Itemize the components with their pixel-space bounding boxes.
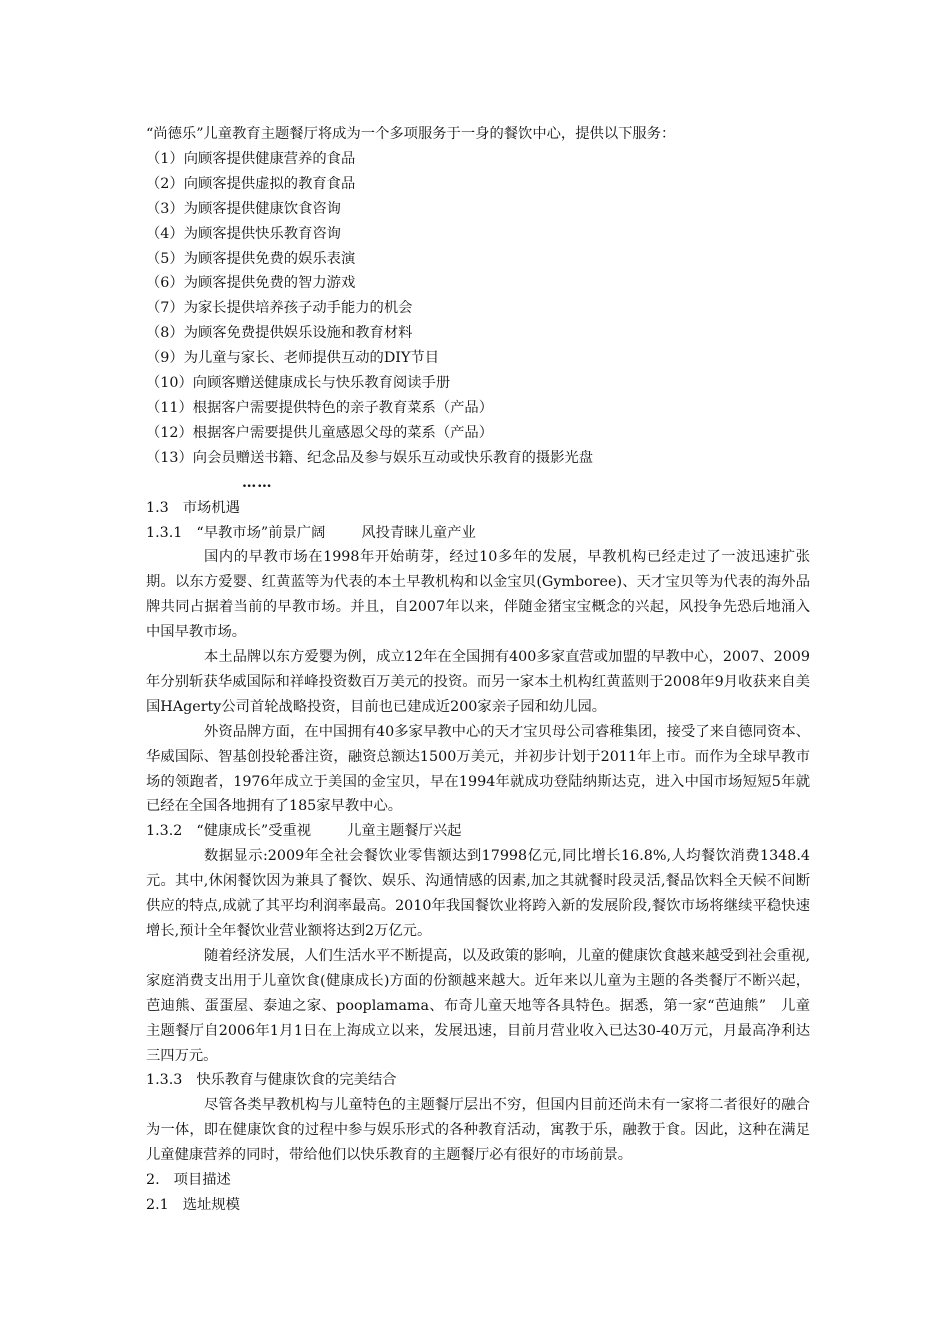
section-title: 项目描述 [173, 1172, 231, 1189]
section-title: 快乐教育与健康饮食的完美结合 [196, 1072, 397, 1089]
list-item: （4）为顾客提供快乐教育咨询 [146, 225, 341, 242]
section-number: 2.1 [146, 1196, 169, 1213]
list-item: （11）根据客户需要提供特色的亲子教育菜系（产品） [146, 399, 494, 416]
paragraph: 随着经济发展，人们生活水平不断提高，以及政策的影响，儿童的健康饮食越来越受到社会重视,家庭消费支出用于儿童饮食(健康成长)方面的份额越来越大。近年来以儿童为主题的各类餐厅不断兴起，芭迪熊、蛋蛋屋、泰迪之家、pooplamama、布奇儿童天地等各具特色。据悉，第一家“芭迪熊” 儿童主题餐厅自2006年1月1日在上海成立以来，发展迅速，目前月营业收入已达30-40万元，月最高净利达三四万元。 [146, 947, 810, 1064]
section-heading-1-3-3 [146, 1068, 810, 1093]
paragraph: 外资品牌方面，在中国拥有40多家早教中心的天才宝贝母公司睿稚集团，接受了来自德同资本、华威国际、智基创投轮番注资，融资总额达1500万美元，并初步计划于2011年上市。而作为全球早教市场的领跑者，1976年成立于美国的金宝贝，早在1994年就成功登陆纳斯达克，进入中国市场短短5年就已经在全国各地拥有了185家早教中心。 [146, 723, 810, 815]
section-number: 1.3.3 [146, 1072, 183, 1089]
list-item: （2）向顾客提供虚拟的教育食品 [146, 175, 356, 192]
section-title-b: 儿童主题餐厅兴起 [347, 823, 462, 840]
section-number: 1.3 [146, 499, 169, 516]
list-item: （7）为家长提供培养孩子动手能力的机会 [146, 300, 413, 317]
list-item: （8）为顾客免费提供娱乐设施和教育材料 [146, 325, 413, 342]
list-item: （12）根据客户需要提供儿童感恩父母的菜系（产品） [146, 424, 494, 441]
section-heading-1-3-1 [146, 521, 810, 546]
ellipsis: …… [242, 474, 273, 491]
section-heading-2 [146, 1168, 810, 1193]
section-title-a: “早教市场”前景广阔 [196, 524, 326, 541]
document-page [146, 122, 810, 1218]
list-item: （6）为顾客提供免费的智力游戏 [146, 275, 356, 292]
service-list [146, 147, 810, 471]
intro-line: “尚德乐”儿童教育主题餐厅将成为一个多项服务于一身的餐饮中心，提供以下服务： [146, 126, 676, 142]
list-item: （9）为儿童与家长、老师提供互动的DIY节目 [146, 350, 439, 367]
list-item: （5）为顾客提供免费的娱乐表演 [146, 250, 356, 267]
section-heading-2-1 [146, 1193, 810, 1218]
paragraph: 尽管各类早教机构与儿童特色的主题餐厅层出不穷，但国内目前还尚未有一家将二者很好的融合为一体，即在健康饮食的过程中参与娱乐形式的各种教育活动，寓教于乐，融教于食。因此，这种在满足儿童健康营养的同时，带给他们以快乐教育的主题餐厅必有很好的市场前景。 [146, 1097, 810, 1164]
list-item: （1）向顾客提供健康营养的食品 [146, 150, 356, 167]
section-number: 2. [146, 1172, 160, 1189]
paragraph: 数据显示:2009年全社会餐饮业零售额达到17998亿元,同比增长16.8%,人均餐饮消费1348.4元。其中,休闲餐饮因为兼具了餐饮、娱乐、沟通情感的因素,加之其就餐时段灵活,餐品饮料全天候不间断供应的特点,成就了其平均利润率最高。2010年我国餐饮业将跨入新的发展阶段,餐饮市场将继续平稳快速增长,预计全年餐饮业营业额将达到2万亿元。 [146, 848, 810, 939]
paragraph: 国内的早教市场在1998年开始萌芽，经过10多年的发展，早教机构已经走过了一波迅速扩张期。以东方爱婴、红黄蓝等为代表的本土早教机构和以金宝贝(Gymboree)、天才宝贝等为代表的海外品牌共同占据着当前的早教市场。并且，自2007年以来，伴随金猪宝宝概念的兴起，风投争先恐后地涌入中国早教市场。 [146, 549, 810, 641]
list-item: （13）向会员赠送书籍、纪念品及参与娱乐互动或快乐教育的摄影光盘 [146, 449, 594, 466]
section-number: 1.3.2 [146, 823, 183, 840]
list-item: （3）为顾客提供健康饮食咨询 [146, 200, 341, 217]
section-heading-1-3 [146, 496, 810, 521]
section-title: 选址规模 [182, 1196, 240, 1213]
section-number: 1.3.1 [146, 524, 183, 541]
section-title: 市场机遇 [182, 499, 240, 516]
section-heading-1-3-2 [146, 819, 810, 844]
section-title-a: “健康成长”受重视 [196, 823, 312, 840]
list-item: （10）向顾客赠送健康成长与快乐教育阅读手册 [146, 375, 451, 392]
paragraph: 本土品牌以东方爱婴为例，成立12年在全国拥有400多家直营或加盟的早教中心，2007、2009年分别斩获华威国际和祥峰投资数百万美元的投资。而另一家本土机构红黄蓝则于2008年9月收获来自美国HAgerty公司首轮战略投资，目前也已建成近200家亲子园和幼儿园。 [146, 649, 810, 715]
section-title-b: 风投青睐儿童产业 [361, 524, 476, 541]
